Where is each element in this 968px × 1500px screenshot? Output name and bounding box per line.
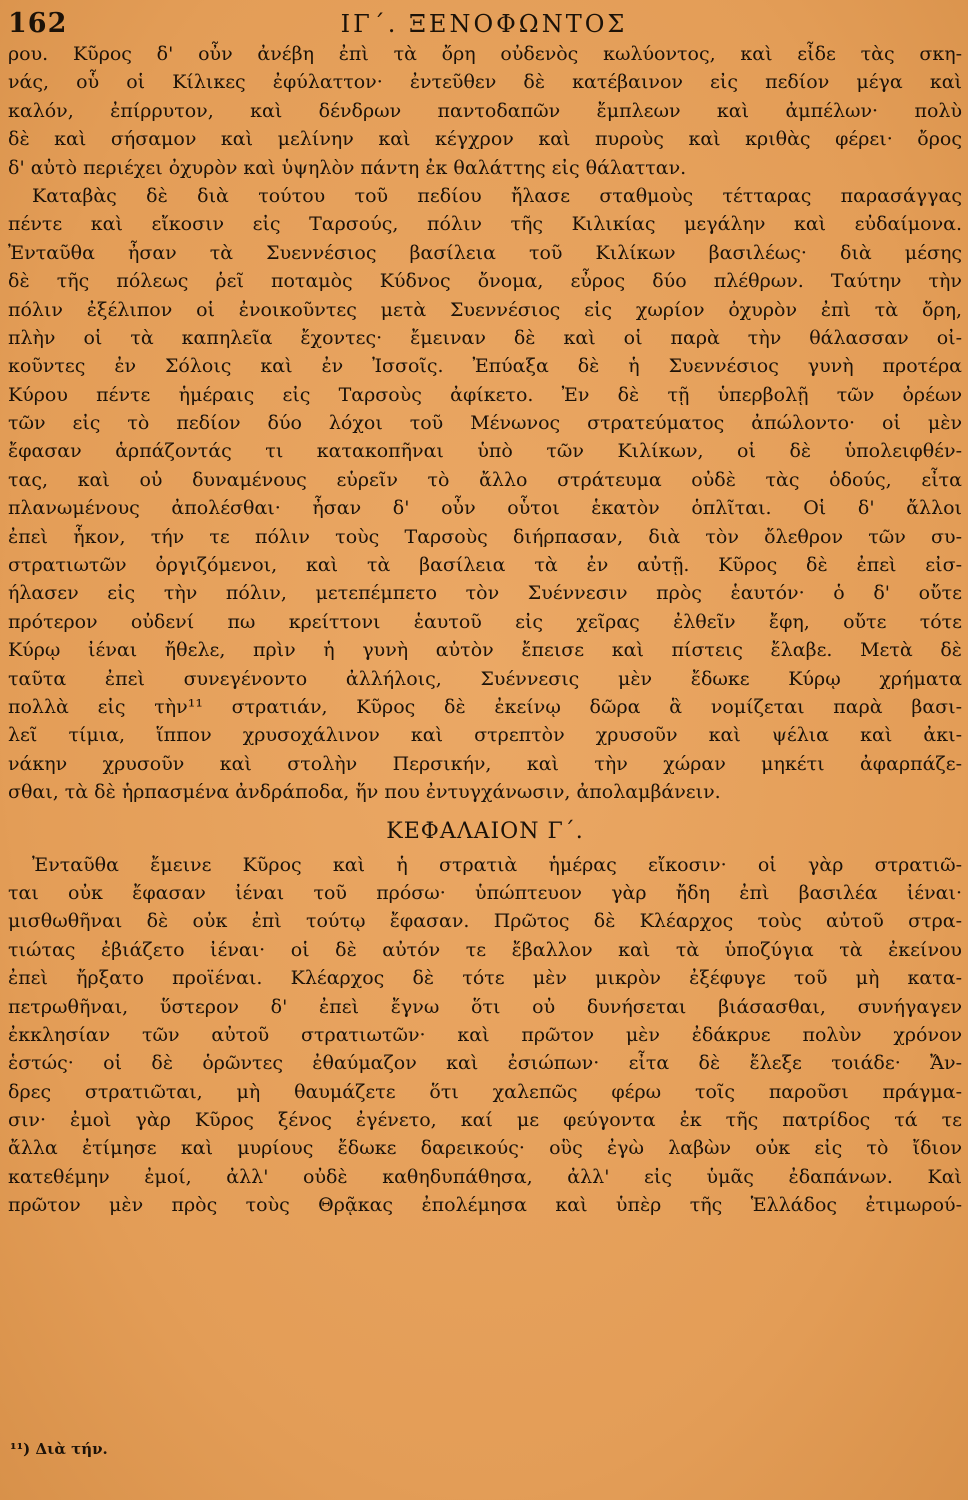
text-line: ταῦτα ἐπεὶ συνεγένοντο ἀλλήλοις, Συέννεσις μὲν ἔδωκε Κύρῳ χρήματα	[8, 667, 962, 690]
chapter-heading: ΚΕΦΑΛΑΙΟΝ Γ΄.	[386, 818, 584, 844]
text-line: δὲ τῆς πόλεως ῥεῖ ποταμὸς Κύδνος ὄνομα, εὖρος δύο πλέθρων. Ταύτην τὴν	[8, 270, 962, 293]
text-line: ρου. Κῦρος δ' οὖν ἀνέβη ἐπὶ τὰ ὄρη οὐδενὸς κωλύοντος, καὶ εἶδε τὰς σκη-	[8, 43, 962, 65]
text-line: σιν· ἐμοὶ γὰρ Κῦρος ξένος ἐγένετο, καί με φεύγοντα ἐκ τῆς πατρίδος τά τε	[8, 1109, 962, 1132]
text-line: πετρωθῆναι, ὕστερον δ' ἐπεὶ ἔγνω ὅτι οὐ δυνήσεται βιάσασθαι, συνήγαγεν	[8, 995, 962, 1018]
text-line: Ἐνταῦθα ἔμεινε Κῦρος καὶ ἡ στρατιὰ ἡμέρας εἴκοσιν· οἱ γὰρ στρατιῶ-	[32, 853, 962, 876]
text-line: σθαι, τὰ δὲ ἡρπασμένα ἀνδράποδα, ἥν που ἐντυγχάνωσιν, ἀπολαμβάνειν.	[8, 781, 721, 804]
text-line: ἔφασαν ἁρπάζοντάς τι κατακοπῆναι ὑπὸ τῶν Κιλίκων, οἱ δὲ ὑπολειφθέν-	[8, 440, 962, 463]
text-line: δρες στρατιῶται, μὴ θαυμάζετε ὅτι χαλεπῶς φέρω τοῖς παροῦσι πράγμα-	[8, 1080, 962, 1103]
text-line: ἄλλα ἐτίμησε καὶ μυρίους ἔδωκε δαρεικούς· οὓς ἐγὼ λαβὼν οὐκ εἰς τὸ ἴδιον	[8, 1137, 962, 1160]
text-line: καλόν, ἐπίρρυτον, καὶ δένδρων παντοδαπῶν ἔμπλεων καὶ ἀμπέλων· πολὺ	[8, 99, 962, 122]
text-line: Καταβὰς δὲ διὰ τούτου τοῦ πεδίου ἤλασε σταθμοὺς τέτταρας παρασάγγας	[32, 184, 962, 207]
text-line: στρατιωτῶν ὀργιζόμενοι, καὶ τὰ βασίλεια τὰ ἐν αὐτῇ. Κῦρος δὲ ἐπεὶ εἰσ-	[8, 554, 962, 577]
text-line: τας, καὶ οὐ δυναμένους εὑρεῖν τὸ ἄλλο στράτευμα οὐδὲ τὰς ὁδούς, εἶτα	[8, 468, 962, 491]
text-line: δὲ καὶ σήσαμον καὶ μελίνην καὶ κέγχρον καὶ πυροὺς καὶ κριθὰς φέρει· ὄρος	[8, 128, 962, 151]
text-line: Κύρου πέντε ἡμέραις εἰς Ταρσοὺς ἀφίκετο. Ἐν δὲ τῇ ὑπερβολῇ τῶν ὀρέων	[8, 383, 962, 406]
text-line: τιώτας ἐβιάζετο ἰέναι· οἱ δὲ αὐτόν τε ἔβαλλον καὶ τὰ ὑποζύγια τὰ ἐκείνου	[8, 938, 962, 961]
text-line: πολλὰ εἰς τὴν¹¹ στρατιάν, Κῦρος δὲ ἐκείνῳ δῶρα ἃ νομίζεται παρὰ βασι-	[8, 695, 962, 718]
footnote: ¹¹) Διὰ τήν.	[10, 1440, 108, 1458]
text-line: μισθωθῆναι δὲ οὐκ ἐπὶ τούτῳ ἔφασαν. Πρῶτος δὲ Κλέαρχος τοὺς αὐτοῦ στρα-	[8, 910, 962, 933]
text-line: ήλασεν εἰς τὴν πόλιν, μετεπέμπετο τὸν Συέννεσιν πρὸς ἑαυτόν· ὁ δ' οὔτε	[8, 582, 962, 605]
text-line: Ἐνταῦθα ἦσαν τὰ Συεννέσιος βασίλεια τοῦ Κιλίκων βασιλέως· διὰ μέσης	[8, 241, 962, 264]
text-line: ἐπεὶ ἧκον, τήν τε πόλιν τοὺς Ταρσοὺς διήρπασαν, διὰ τὸν ὄλεθρον τῶν συ-	[8, 525, 962, 548]
text-line: νάς, οὗ οἱ Κίλικες ἐφύλαττον· ἐντεῦθεν δὲ κατέβαινον εἰς πεδίον μέγα καὶ	[8, 71, 962, 94]
text-line: πρότερον οὐδενί πω κρείττονι ἑαυτοῦ εἰς χεῖρας ἐλθεῖν ἔφη, οὔτε τότε	[8, 610, 962, 633]
running-title: ΙΓ΄. ΞΕΝΟΦΩΝΤΟΣ	[340, 10, 628, 38]
text-line: ἐπεὶ ἤρξατο προϊέναι. Κλέαρχος δὲ τότε μὲν μικρὸν ἐξέφυγε τοῦ μὴ κατα-	[8, 967, 962, 990]
text-line: λεῖ τίμια, ἵππον χρυσοχάλινον καὶ στρεπτὸν χρυσοῦν καὶ ψέλια καὶ ἀκι-	[8, 724, 962, 747]
text-line: πόλιν ἐξέλιπον οἱ ἐνοικοῦντες μετὰ Συεννέσιος εἰς χωρίον ὀχυρὸν ἐπὶ τὰ ὄρη,	[8, 298, 962, 321]
text-line: νάκην χρυσοῦν καὶ στολὴν Περσικήν, καὶ τὴν χώραν μηκέτι ἀφαρπάζε-	[8, 752, 962, 775]
page-number: 162	[8, 8, 68, 39]
page-header	[0, 8, 968, 42]
text-line: ἑστώς· οἱ δὲ ὁρῶντες ἐθαύμαζον καὶ ἐσιώπων· εἶτα δὲ ἔλεξε τοιάδε· Ἄν-	[8, 1052, 962, 1075]
text-line: κατεθέμην ἐμοί, ἀλλ' οὐδὲ καθηδυπάθησα, ἀλλ' εἰς ὑμᾶς ἐδαπάνων. Καὶ	[8, 1165, 962, 1188]
text-line: κοῦντες ἐν Σόλοις καὶ ἐν Ἰσσοῖς. Ἐπύαξα δὲ ἡ Συεννέσιος γυνὴ προτέρα	[8, 355, 962, 378]
text-body	[8, 40, 962, 1220]
text-line: ται οὐκ ἔφασαν ἰέναι τοῦ πρόσω· ὑπώπτευον γὰρ ἤδη ἐπὶ βασιλέα ἰέναι·	[8, 881, 962, 904]
text-line: ἐκκλησίαν τῶν αὐτοῦ στρατιωτῶν· καὶ πρῶτον μὲν ἐδάκρυε πολὺν χρόνον	[8, 1023, 962, 1046]
text-line: τῶν εἰς τὸ πεδίον δύο λόχοι τοῦ Μένωνος στρατεύματος ἀπώλοντο· οἱ μὲν	[8, 412, 962, 435]
text-line: δ' αὐτὸ περιέχει ὀχυρὸν καὶ ὑψηλὸν πάντη ἐκ θαλάττης εἰς θάλατταν.	[8, 156, 687, 179]
text-line: πλανωμένους ἀπολέσθαι· ἦσαν δ' οὖν οὗτοι ἑκατὸν ὁπλῖται. Οἱ δ' ἄλλοι	[8, 497, 962, 520]
text-line: πρῶτον μὲν πρὸς τοὺς Θρᾷκας ἐπολέμησα καὶ ὑπὲρ τῆς Ἑλλάδος ἐτιμωρού-	[8, 1194, 962, 1217]
text-line: πλὴν οἱ τὰ καπηλεῖα ἔχοντες· ἔμειναν δὲ καὶ οἱ παρὰ τὴν θάλασσαν οἰ-	[8, 326, 962, 349]
text-line: πέντε καὶ εἴκοσιν εἰς Ταρσούς, πόλιν τῆς Κιλικίας μεγάλην καὶ εὐδαίμονα.	[8, 213, 962, 236]
text-line: Κύρῳ ἰέναι ἤθελε, πρὶν ἡ γυνὴ αὐτὸν ἔπεισε καὶ πίστεις ἔλαβε. Μετὰ δὲ	[8, 639, 962, 662]
